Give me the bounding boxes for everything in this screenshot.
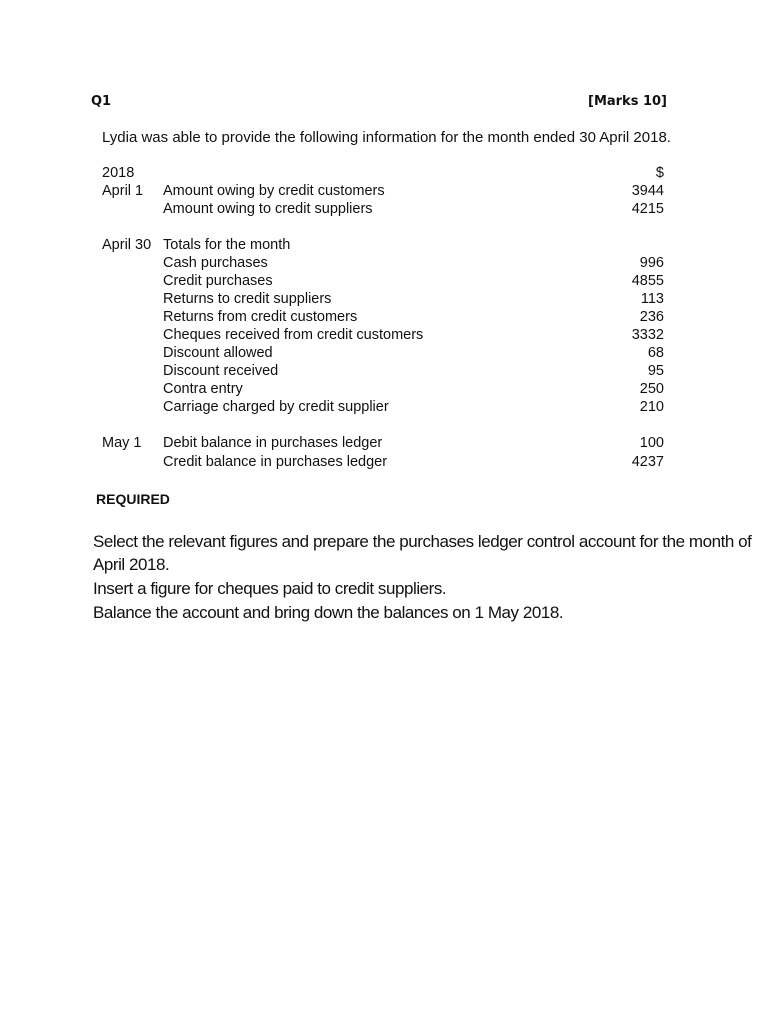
row-amount: 100 (639, 435, 664, 451)
intro-text: Lydia was able to provide the following information for the month ended 30 April 2018. (102, 129, 671, 146)
row-description: Returns to credit suppliers (163, 291, 332, 307)
row-amount: 113 (640, 291, 664, 307)
row-amount: 4855 (631, 273, 664, 289)
row-description: Debit balance in purchases ledger (163, 435, 383, 451)
row-date: April 30 (102, 237, 152, 253)
row-description: Carriage charged by credit supplier (163, 399, 389, 415)
row-amount: 95 (647, 363, 664, 379)
row-description: Amount owing by credit customers (163, 183, 385, 199)
row-amount: 4215 (631, 201, 664, 217)
required-heading: REQUIRED (96, 491, 170, 507)
row-description: Totals for the month (163, 237, 291, 253)
row-description: Discount received (163, 363, 279, 379)
currency-header: $ (655, 165, 664, 181)
marks-label: [Marks 10] (588, 94, 668, 109)
row-description: Returns from credit customers (163, 309, 358, 325)
row-amount: 68 (647, 345, 664, 361)
row-amount: 250 (639, 381, 664, 397)
question-number: Q1 (91, 94, 112, 109)
row-description: Cash purchases (163, 255, 268, 271)
row-description: Credit balance in purchases ledger (163, 454, 388, 470)
task-line: Balance the account and bring down the balances on 1 May 2018. (93, 603, 564, 622)
row-description: Contra entry (163, 381, 243, 397)
year-header: 2018 (102, 165, 135, 181)
row-description: Credit purchases (163, 273, 273, 289)
row-amount: 210 (639, 399, 664, 415)
row-description: Amount owing to credit suppliers (163, 201, 373, 217)
task-line: Insert a figure for cheques paid to credit suppliers. (93, 579, 447, 598)
task-line: Select the relevant figures and prepare the purchases ledger control account for the month of (93, 532, 752, 551)
row-amount: 3944 (631, 183, 664, 199)
task-line: April 2018. (93, 555, 170, 574)
row-description: Cheques received from credit customers (163, 327, 424, 343)
row-description: Discount allowed (163, 345, 273, 361)
row-amount: 3332 (631, 327, 664, 343)
row-amount: 996 (639, 255, 664, 271)
row-amount: 4237 (631, 454, 664, 470)
row-amount: 236 (639, 309, 664, 325)
row-date: May 1 (102, 435, 142, 451)
row-date: April 1 (102, 183, 144, 199)
